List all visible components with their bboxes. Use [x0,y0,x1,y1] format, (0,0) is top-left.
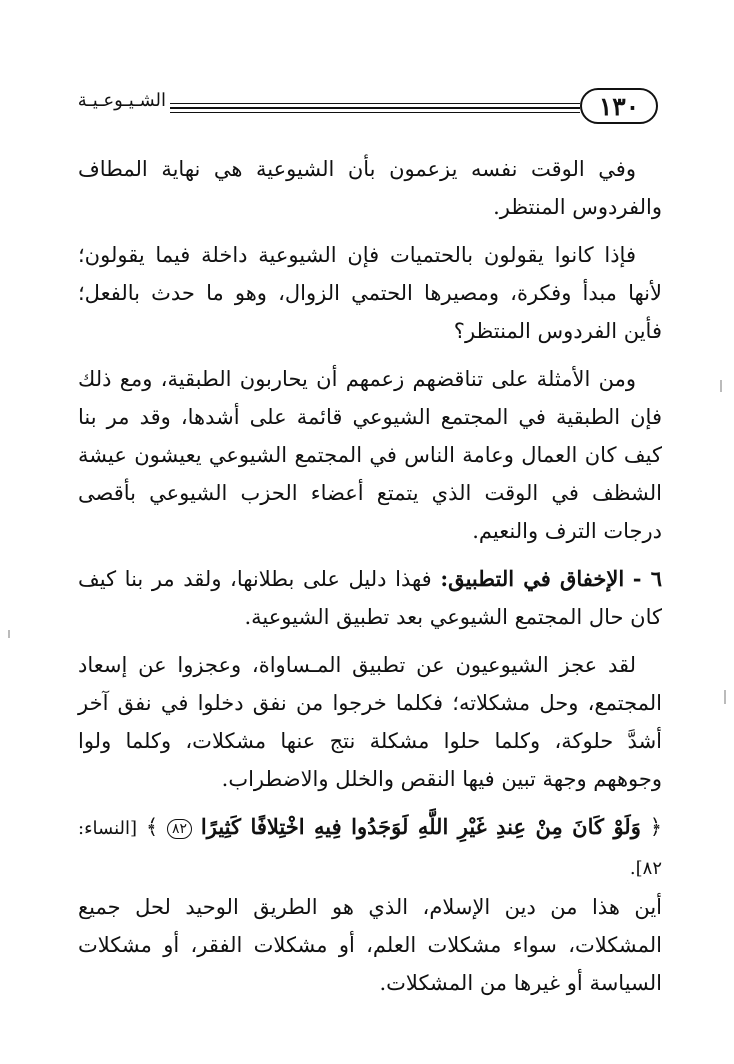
page-number: ١٣٠ [580,88,658,124]
scan-mark [8,630,10,638]
ornate-bracket-open: ﴿ [649,815,663,839]
ornate-bracket-close: ﴾ [145,815,159,839]
page-body [78,150,662,1012]
paragraph: أين هذا من دين الإسلام، الذي هو الطريق الوحيد لحل جميع المشكلات، سواء مشكلات العلم، أو مشكلات الفقر، أو مشكلات السياسة أو غيرها من المشكلات. [78,895,662,995]
verse-reference: [النساء: ٨٢]. [78,818,662,879]
header-rule [170,107,580,109]
page-header [77,88,658,128]
header-rule [170,103,580,104]
header-rule [170,112,580,113]
paragraph: فإذا كانوا يقولون بالحتميات فإن الشيوعية داخلة فيما يقولون؛ لأنها مبدأ وفكرة، ومصيرها الحتمي الزوال، وهو ما حدث بالفعل؛ فأين الفردوس المنتظر؟ [78,243,662,343]
quran-verse [78,808,662,888]
verse-text: وَلَوْ كَانَ مِنْ عِندِ غَيْرِ اللَّهِ لَوَجَدُوا فِيهِ اخْتِلافًا كَثِيرًا [200,814,641,839]
item-text: فهذا دليل على بطلانها، ولقد مر بنا كيف كان حال المجتمع الشيوعي بعد تطبيق الشيوعية. [78,567,662,629]
item-number: ٦ - [632,566,663,591]
paragraph: وفي الوقت نفسه يزعمون بأن الشيوعية هي نهاية المطاف والفردوس المنتظر. [78,157,662,219]
list-item-6 [78,560,662,636]
paragraph: ومن الأمثلة على تناقضهم زعمهم أن يحاربون الطبقية، ومع ذلك فإن الطبقية في المجتمع الشيوعي قائمة على أشدها، وقد مر بنا كيف كان العمال وعامة الناس في المجتمع الشيوعي يعيشون عيشة الشظف في الوقت الذي يتمتع أعضاء الحزب الشيوعي بأقصى درجات الترف والنعيم. [78,367,662,543]
ayah-number: ٨٢ [167,819,192,839]
scan-mark [724,690,726,704]
item-term: الإخفاق في التطبيق: [440,566,625,591]
scan-mark [720,380,722,392]
running-title: الشـيـوعـيـة [77,90,166,111]
paragraph: لقد عجز الشيوعيون عن تطبيق المـساواة، وعجزوا عن إسعاد المجتمع، وحل مشكلاته؛ فكلما خرجوا من نفق دخلوا في نفق آخر أشدَّ حلوكة، وكلما حلوا مشكلة نتج عنها مشكلات، وكلما ولوا وجوههم وجهة تبين فيها النقص والخلل والاضطراب. [78,653,662,791]
